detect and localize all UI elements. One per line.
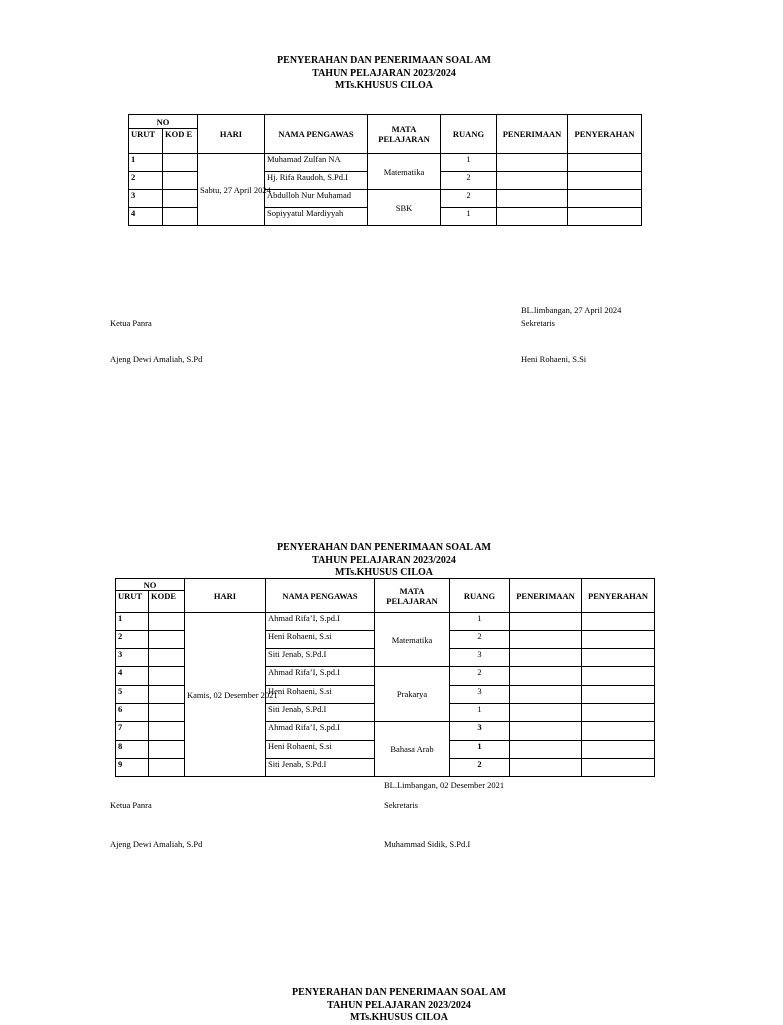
header-kode: KOD E <box>163 129 198 154</box>
title-line-1: PENYERAHAN DAN PENERIMAAN SOAL AM <box>277 542 491 553</box>
row-urut: 1 <box>116 613 149 631</box>
row-ruang: 1 <box>450 613 510 631</box>
day-cell: Sabtu, 27 April 2024 <box>198 154 265 226</box>
row-urut: 6 <box>116 704 149 722</box>
row-ruang: 3 <box>450 722 510 741</box>
row-nama: Muhamad Zulfan NA <box>265 154 368 172</box>
title-line-2: TAHUN PELAJARAN 2023/2024 <box>312 67 456 79</box>
row-kode <box>149 704 185 722</box>
row-penerimaan <box>497 208 568 226</box>
place-date-2: BL.Limbangan, 02 Desember 2021 <box>384 780 505 790</box>
row-ruang: 2 <box>450 667 510 686</box>
row-urut: 2 <box>129 172 163 190</box>
row-penerimaan <box>510 686 582 704</box>
row-nama: Heni Rohaeni, S.si <box>266 631 375 649</box>
left-role-1: Ketua Panra <box>110 318 152 328</box>
title-line-1: PENYERAHAN DAN PENERIMAAN SOAL AM <box>292 987 506 998</box>
row-ruang: 3 <box>450 686 510 704</box>
row-urut: 5 <box>116 686 149 704</box>
row-penerimaan <box>497 190 568 208</box>
header-ruang: RUANG <box>441 115 497 154</box>
row-kode <box>149 759 185 777</box>
row-penyerahan <box>582 722 655 741</box>
row-penyerahan <box>568 208 642 226</box>
left-name-2: Ajeng Dewi Amaliah, S.Pd <box>110 839 203 849</box>
row-penerimaan <box>510 759 582 777</box>
document-title-3 <box>15 987 783 1025</box>
row-penerimaan <box>497 154 568 172</box>
row-urut: 2 <box>116 631 149 649</box>
place-date-1: BL.limbangan, 27 April 2024 <box>521 305 622 315</box>
row-ruang: 3 <box>450 649 510 667</box>
left-role-2: Ketua Panra <box>110 800 152 810</box>
title-line-3: MTs.KHUSUS CILOA <box>335 80 433 91</box>
row-penerimaan <box>510 741 582 759</box>
row-nama: Heni Rohaeni, S.si <box>266 686 375 704</box>
title-line-2: TAHUN PELAJARAN 2023/2024 <box>312 554 456 566</box>
row-penerimaan <box>510 613 582 631</box>
row-kode <box>163 154 198 172</box>
row-penerimaan <box>497 172 568 190</box>
header-urut: URUT <box>129 129 163 154</box>
row-ruang: 1 <box>450 704 510 722</box>
row-penyerahan <box>568 190 642 208</box>
row-nama: Heni Rohaeni, S.si <box>266 741 375 759</box>
row-penyerahan <box>582 649 655 667</box>
row-ruang: 1 <box>441 208 497 226</box>
row-urut: 3 <box>129 190 163 208</box>
row-nama: Siti Jenab, S.Pd.I <box>266 649 375 667</box>
row-penyerahan <box>582 667 655 686</box>
row-ruang: 1 <box>450 741 510 759</box>
row-urut: 1 <box>129 154 163 172</box>
row-penyerahan <box>582 686 655 704</box>
header-mapel: MATA PELAJARAN <box>375 579 450 613</box>
row-kode <box>163 190 198 208</box>
row-nama: Abdulloh Nur Muhamad <box>265 190 368 208</box>
row-penyerahan <box>582 759 655 777</box>
row-penyerahan <box>582 704 655 722</box>
header-penerimaan: PENERIMAAN <box>497 115 568 154</box>
row-urut: 9 <box>116 759 149 777</box>
row-kode <box>149 631 185 649</box>
header-hari: HARI <box>185 579 266 613</box>
row-kode <box>149 613 185 631</box>
title-line-3: MTs.KHUSUS CILOA <box>335 567 433 578</box>
header-no: NO <box>129 115 198 129</box>
subject-cell: Matematika <box>368 154 441 190</box>
row-kode <box>149 686 185 704</box>
row-nama: Siti Jenab, S.Pd.I <box>266 704 375 722</box>
row-penerimaan <box>510 649 582 667</box>
row-penyerahan <box>582 631 655 649</box>
row-ruang: 2 <box>450 631 510 649</box>
title-line-1: PENYERAHAN DAN PENERIMAAN SOAL AM <box>277 55 491 66</box>
row-urut: 3 <box>116 649 149 667</box>
left-name-1: Ajeng Dewi Amaliah, S.Pd <box>110 354 203 364</box>
subject-cell: Prakarya <box>375 667 450 722</box>
right-name-1: Heni Rohaeni, S.Si <box>521 354 587 364</box>
header-penyerahan: PENYERAHAN <box>568 115 642 154</box>
document-title-1 <box>0 55 768 93</box>
row-kode <box>149 722 185 741</box>
title-line-2: TAHUN PELAJARAN 2023/2024 <box>327 999 471 1011</box>
row-kode <box>163 208 198 226</box>
row-kode <box>149 667 185 686</box>
row-urut: 7 <box>116 722 149 741</box>
row-penyerahan <box>582 613 655 631</box>
header-hari: HARI <box>198 115 265 154</box>
header-nama: NAMA PENGAWAS <box>265 115 368 154</box>
handover-table-2 <box>115 578 655 777</box>
right-name-2: Muhammad Sidik, S.Pd.I <box>384 839 471 849</box>
row-nama: Siti Jenab, S.Pd.I <box>266 759 375 777</box>
header-ruang: RUANG <box>450 579 510 613</box>
title-line-3: MTs.KHUSUS CILOA <box>350 1012 448 1023</box>
row-urut: 8 <box>116 741 149 759</box>
header-mapel: MATA PELAJARAN <box>368 115 441 154</box>
header-kode: KODE <box>149 591 185 613</box>
row-nama: Sopiyyatul Mardiyyah <box>265 208 368 226</box>
header-penerimaan: PENERIMAAN <box>510 579 582 613</box>
header-urut: URUT <box>116 591 149 613</box>
header-penyerahan: PENYERAHAN <box>582 579 655 613</box>
handover-table-1 <box>128 114 642 226</box>
subject-cell: Matematika <box>375 613 450 667</box>
row-ruang: 1 <box>441 154 497 172</box>
subject-cell: Bahasa Arab <box>375 722 450 777</box>
row-ruang: 2 <box>450 759 510 777</box>
row-penyerahan <box>568 172 642 190</box>
row-penerimaan <box>510 667 582 686</box>
row-penerimaan <box>510 704 582 722</box>
day-cell: Kamis, 02 Desember 2021 <box>185 613 266 777</box>
row-kode <box>149 649 185 667</box>
row-urut: 4 <box>129 208 163 226</box>
document-title-2 <box>0 542 768 580</box>
row-kode <box>149 741 185 759</box>
row-ruang: 2 <box>441 190 497 208</box>
right-role-2: Sekretaris <box>384 800 418 810</box>
header-nama: NAMA PENGAWAS <box>266 579 375 613</box>
subject-cell: SBK <box>368 190 441 226</box>
row-ruang: 2 <box>441 172 497 190</box>
row-nama: Ahmad Rifa’I, S.pd.I <box>266 613 375 631</box>
right-role-1: Sekretaris <box>521 318 555 328</box>
row-penyerahan <box>582 741 655 759</box>
header-no: NO <box>116 579 185 591</box>
row-urut: 4 <box>116 667 149 686</box>
row-nama: Ahmad Rifa’I, S.pd.I <box>266 722 375 741</box>
row-nama: Hj. Rifa Raudoh, S.Pd.I <box>265 172 368 190</box>
row-penyerahan <box>568 154 642 172</box>
row-kode <box>163 172 198 190</box>
row-penerimaan <box>510 722 582 741</box>
row-penerimaan <box>510 631 582 649</box>
row-nama: Ahmad Rifa’I, S.pd.I <box>266 667 375 686</box>
